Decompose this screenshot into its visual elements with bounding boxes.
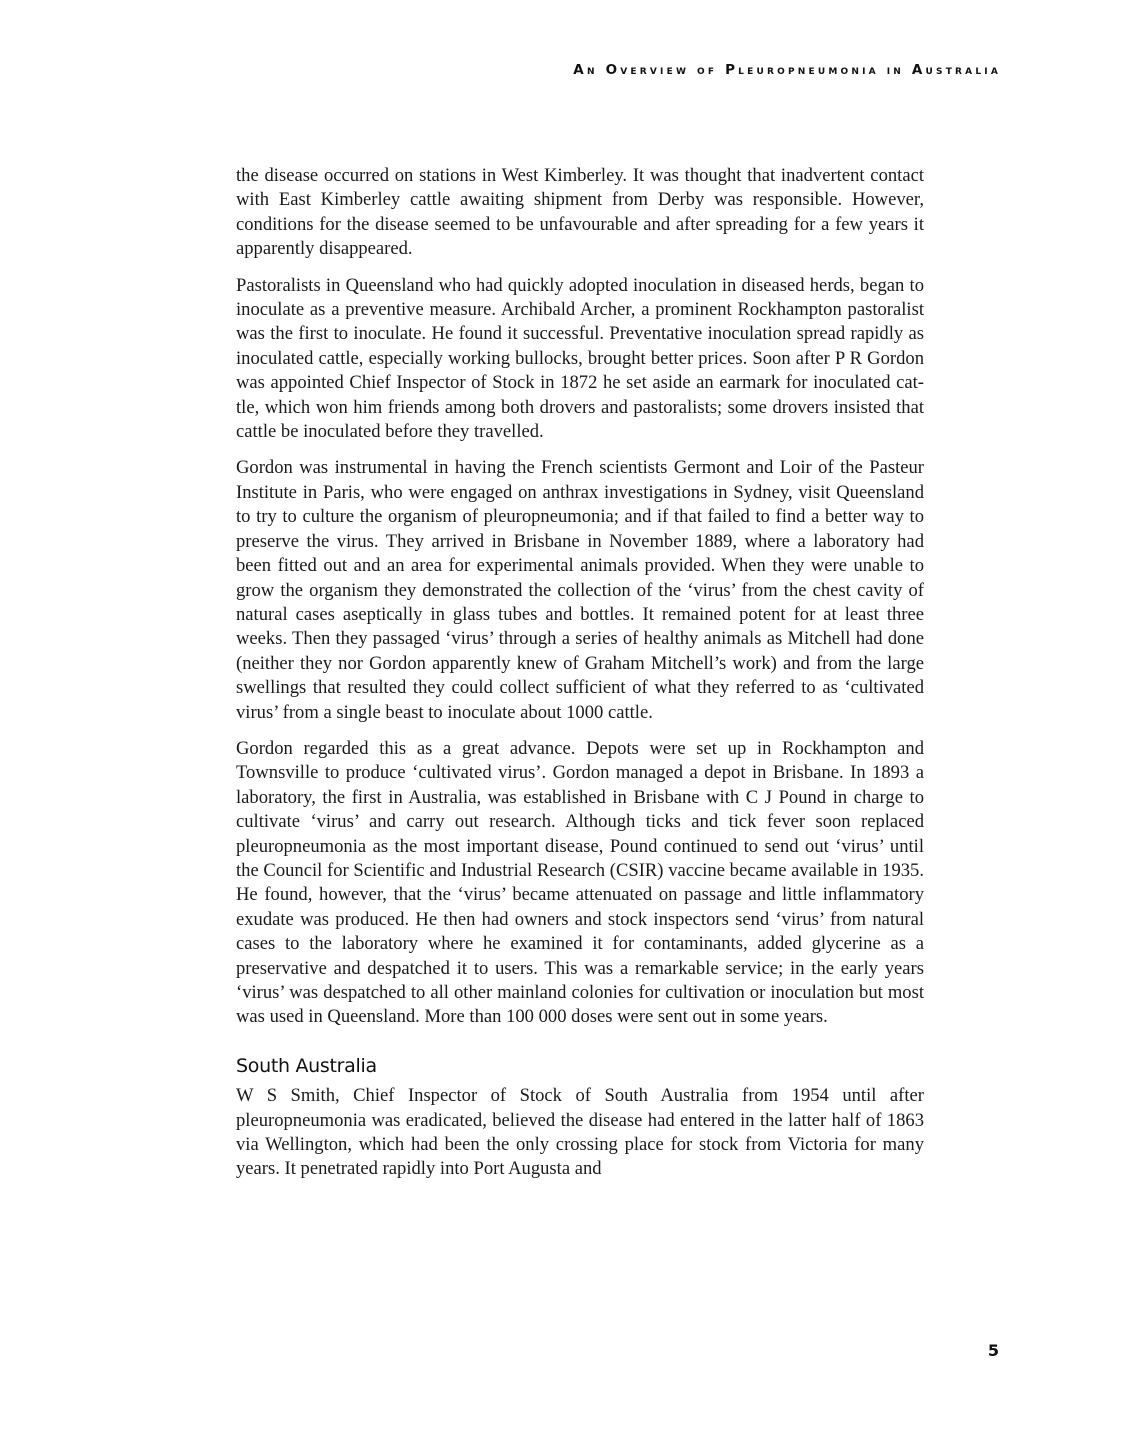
paragraph: Gordon was instrumental in having the French scientists Germont and Loir of the Pasteur Institute in Paris, who were engaged on anthrax investigations in Sydney, visit Queensland to try to culture the organism of pleuropneumonia; and if that failed to find a better way to preserve the virus. They arrived in Brisbane in November 1889, where a laboratory had been fitted out and an area for experimental animals provided. When they were unable to grow the organism they demonstrated the collection of the ‘virus’ from the chest cavity of natural cases aseptically in glass tubes and bottles. It remained potent for at least three weeks. Then they passaged ‘virus’ through a series of healthy animals as Mitchell had done (neither they nor Gordon apparently knew of Graham Mitchell’s work) and from the large swellings that resulted they could collect sufficient of what they referred to as ‘cultivated virus’ from a single beast to inoculate about 1000 cattle. [236, 457, 924, 723]
running-header: An Overview of Pleuropneumonia in Australia [573, 62, 1001, 78]
body-text [236, 164, 924, 1194]
page-number: 5 [987, 1341, 999, 1360]
paragraph: Gordon regarded this as a great advance. Depots were set up in Rockhampton and Townsville to produce ‘cultivated virus’. Gordon managed a depot in Brisbane. In 1893 a laboratory, the first in Australia, was established in Brisbane with C J Pound in charge to cultivate ‘virus’ and carry out research. Although ticks and tick fever soon replaced pleuropneumonia as the most important disease, Pound continued to send out ‘virus’ until the Council for Scientific and Industrial Research (CSIR) vaccine became available in 1935. He found, however, that the ‘virus’ became attenuated on passage and little inflammatory exudate was produced. He then had owners and stock inspectors send ‘virus’ from natural cases to the laboratory where he examined it for contaminants, added glycerine as a preservative and despatched it to users. This was a remarkable service; in the early years ‘virus’ was despatched to all other mainland colonies for cultivation or inoculation but most was used in Queensland. More than 100 000 doses were sent out in some years. [236, 737, 924, 1028]
paragraph: the disease occurred on stations in West Kimberley. It was thought that inadvertent contact with East Kimberley cattle awaiting shipment from Derby was responsible. However, conditions for the disease seemed to be unfavourable and after spreading for a few years it apparently disappeared. [236, 165, 924, 260]
section-heading: South Australia [236, 1054, 377, 1077]
section-paragraph: W S Smith, Chief Inspector of Stock of South Australia from 1954 until after pleuropneumonia was eradicated, believed the disease had entered in the latter half of 1863 via Wellington, which had been the only crossing place for stock from Victoria for many years. It penetrated rapidly into Port Augusta and [236, 1085, 924, 1180]
paragraph: Pastoralists in Queensland who had quickly adopted inoculation in diseased herds, began to inoculate as a preventive measure. Archibald Archer, a prominent Rockhampton pastoralist was the first to inoculate. He found it successful. Preventative inoculation spread rapidly as inoculated cattle, especially working bullocks, brought better prices. Soon after P R Gordon was appointed Chief Inspector of Stock in 1872 he set aside an earmark for inoculated cattle, which won him friends among both drovers and pastoralists; some drovers insisted that cattle be inoculated before they travelled. [236, 274, 924, 443]
